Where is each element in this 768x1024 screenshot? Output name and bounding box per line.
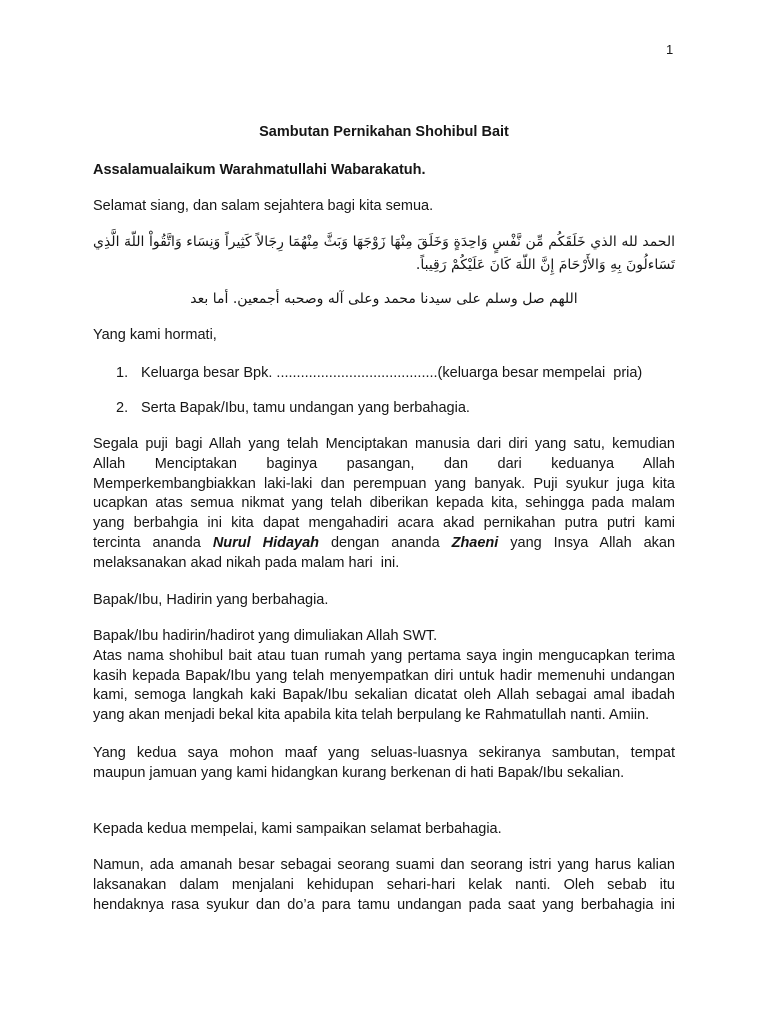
paragraph-line: Allah Menciptakan baginya pasangan, dan dari keduanya Allah: [93, 455, 675, 472]
list-text: Serta Bapak/Ibu, tamu undangan yang berbahagia.: [141, 400, 470, 416]
opening-line: Selamat siang, dan salam sejahtera bagi kita semua.: [93, 198, 434, 214]
address-line: Bapak/Ibu, Hadirin yang berbahagia.: [93, 592, 329, 608]
paragraph-line: yang berbahgia ini kita dapat mengahadiri acara akad pernikahan putra putri kami: [93, 515, 675, 532]
paragraph-line: kasih kepada Bapak/Ibu yang telah menyempatkan diri untuk hadir memenuhi undangan: [93, 667, 675, 684]
paragraph-line: kami, semoga langkah kaki Bapak/Ibu sekalian dicatat oleh Allah sebagai amal ibadah: [93, 687, 675, 704]
praise-paragraph: [93, 435, 675, 574]
line-text: tercinta ananda: [93, 534, 201, 551]
bride-name: Nurul Hidayah: [212, 534, 320, 551]
paragraph-line: Memperkembangbiakkan laki-laki dan perempuan yang banyak. Puji syukur juga kita: [93, 475, 675, 492]
page-number: 1: [666, 42, 674, 57]
apology-paragraph: [93, 744, 675, 784]
congrats-line: Kepada kedua mempelai, kami sampaikan selamat berbahagia.: [93, 821, 502, 837]
greeting: Assalamualaikum Warahmatullahi Wabarakatuh.: [93, 162, 426, 178]
arabic-verse-line: الحمد لله الذي خَلَقَكُم مِّن نَّفْسٍ وَاحِدَةٍ وَخَلَقَ مِنْهَا زَوْجَهَا وَبَثَّ مِنْهُمَا رِجَالاً كَثِيراً وَنِسَاء وَاتَّقُواْ اللّهَ الَّذِي: [93, 234, 675, 250]
list-number: 1.: [116, 365, 129, 381]
salutation: Yang kami hormati,: [93, 327, 217, 343]
advice-paragraph: [93, 856, 675, 915]
document-title: Sambutan Pernikahan Shohibul Bait: [259, 124, 509, 140]
honored-list: [93, 364, 675, 419]
paragraph-line: Bapak/Ibu hadirin/hadirot yang dimuliakan Allah SWT.: [93, 628, 438, 644]
line-text: yang Insya Allah akan: [510, 534, 676, 551]
paragraph-line: hendaknya rasa syukur dan do’a para tamu undangan pada saat yang berbahagia ini: [93, 896, 675, 913]
list-text: Keluarga besar Bpk. ........................................(keluarga besar mempelai pria): [141, 365, 643, 381]
list-item: [93, 364, 675, 384]
paragraph-line: Yang kedua saya mohon maaf yang seluas-luasnya sekiranya sambutan, tempat: [93, 745, 675, 761]
paragraph-line: laksanakan dalam menjalani kehidupan sehari-hari kelak nanti. Oleh sebab itu: [93, 876, 675, 893]
paragraph-line: Atas nama shohibul bait atau tuan rumah yang pertama saya ingin mengucapkan terima: [93, 647, 675, 664]
arabic-verse-line: تَسَاءلُونَ بِهِ وَالأَرْحَامَ إِنَّ اللّهَ كَانَ عَلَيْكُمْ رَقِيباً.: [415, 257, 675, 273]
paragraph-line: Segala puji bagi Allah yang telah Menciptakan manusia dari diri yang satu, kemudian: [93, 436, 675, 452]
list-number: 2.: [116, 400, 129, 416]
list-item: [93, 399, 675, 419]
paragraph-line: [93, 534, 675, 554]
arabic-salawat: اللهم صل وسلم على سيدنا محمد وعلى آله وصحبه أجمعين. أما بعد: [190, 291, 578, 307]
paragraph-line: Namun, ada amanah besar sebagai seorang suami dan seorang istri yang harus kalian: [93, 857, 675, 873]
arabic-verse: [93, 231, 675, 277]
line-text: dengan ananda: [330, 534, 440, 551]
paragraph-line: yang akan menjadi bekal kita apabila kita telah berpulang ke Rahmatullah nanti. Amiin.: [93, 707, 650, 724]
paragraph-line: maupun jamuan yang kami hidangkan kurang berkenan di hati Bapak/Ibu sekalian.: [93, 764, 625, 781]
thanks-paragraph: [93, 627, 675, 726]
groom-name: Zhaeni: [451, 534, 499, 551]
paragraph-line: melaksanakan akad nikah pada malam hari ini.: [93, 554, 400, 571]
paragraph-line: ucapkan atas semua nikmat yang telah diberikan kepada kita, sehingga pada malam: [93, 495, 675, 512]
